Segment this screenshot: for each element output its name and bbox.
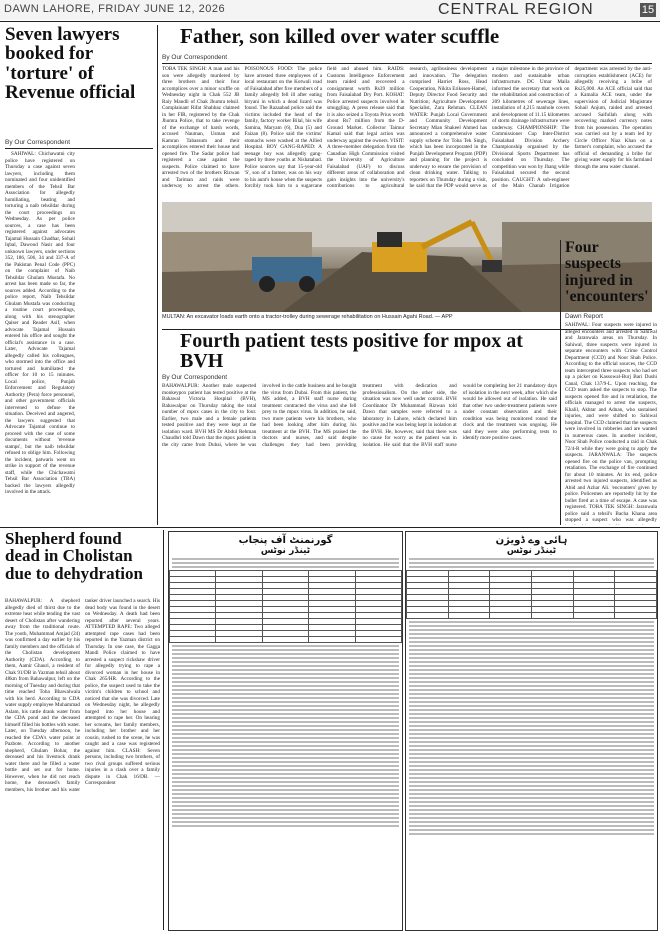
ad-subtitle: ٹینڈر نوٹس xyxy=(506,546,557,556)
column-divider xyxy=(157,25,158,525)
photo-caption: MULTAN: An excavator loads earth onto a tractor-trolley during sewerage rehabilitation on Hussain Agahi Road. — APP xyxy=(162,314,453,320)
story-body-lawyers-col2 xyxy=(80,151,153,519)
story-headline-lawyers: Seven lawyers booked for 'torture' of Revenue official xyxy=(5,24,136,104)
story-rule xyxy=(162,63,652,64)
ad-subtitle: ٹینڈر نوٹس xyxy=(260,546,311,556)
ad-text-lines xyxy=(406,621,657,835)
story-byline-suspects: Dawn Report xyxy=(565,313,603,320)
story-rule xyxy=(5,148,153,149)
story-body-lawyers-col1 xyxy=(5,151,75,519)
story-body-father-son: TOBA TEK SINGH: A man and his son were allegedly murdered by three brothers and their four accomplices over a minor scuffle on Wednesday night in Chak 552 JB Raiy Mandli of Chak Jhumra tehsil. Complainant Rifat Shahbaz claimed in her FIR, registered by the Chak Jhumra Police, that to take revenge of the exchange of harsh words, accused Nauman, Usman and Kamran Tabassum and their accomplices entered their house and opened fire. The Sadar police had registered a case against the suspects. Police claimed to have arrested two of the brothers Rizwan and Tariman and raids were underway to arrest the others. POISONOUS FOOD: The police have arrested three employees of a local restaurant on the Kotwali road of Faisalabad after five members of a family allegedly fell ill after eating biryani in which a dead lizard was found. The Razaabad police said the victims included the head of the family, factory worker Bilal, his wife Samina, Maryam (6), Dua (5) and Faizan (8). Police said the victims' stomachs were washed at the Allied Hospital. BOY GANG-RAPED: A teenage boy was allegedly gang-raped by three youths at Nishatabad. Police sources say that 15-year-old 'S', son of a farmer, was on his way to his aunt's house when the suspects forcibly took him to a sugarcane field and abused him. RAIDS: Customs Intelligence Enforcement team raided and recovered a consignment worth Rs39 million from Faisalabad Dry Port. KOHAT: Police arrested suspects involved in smuggling. A press release said that it is also seized a Toyota Prius worth about Rs7 million from the D-Ground Market. Collector Taimur Kamal said that legal action was underway against the owners. VISIT: A three-member delegation from the Canadian High Commission visited the University of Agriculture Faisalabad (UAF) to discuss different areas of collaboration and gain insights into the university's contributions to agricultural research, agribusiness development and innovation. The delegation comprised Harriet Ross, Head Cooperation, Nikita Erikssen-Hamel, Deputy Director Food Security and Nutrition; Agriculture Development Specialist, Zara Rehman. CLEAN WATER: Punjab Local Government and Community Development Secretary Mian Shakeel Ahmed has announced a comprehensive water supply scheme for Toba Tek Singh, which has been incorporated in the Punjab Development Program (PDP) and planning for the project is underway to ensure the provision of clean drinking water. Talking to reporters on Thursday during a visit, he said that the PDP would serve as a major milestone in the province of modern and sustainable urban infrastructure. DC Umar Maila informed the secretary that work on the rehabilitation and construction of 209 kilometres of sewerage lines, installation of 4,215 manhole covers and development of 11.15 kilometres of storm drainage infrastructure were underway. CHAMPIONSHIP: The Commissioner Cup Inter-District Faisalabad Division Archery Championship organised by the Divisional Sports Department has concluded on Thursday. The competition was won by Jhang while Faisalabad secured the second position. CAUGHT: A sub-engineer of the Main Chanab Irrigation department was arrested by the anti-corruption establishment (ACE) for allegedly receiving a bribe of Rs25,000. An ACE official said that a Kamalia ACE team, under the supervision of Judicial Magistrate Sohail Anjum, raided and arrested accused Saifullah along with recovering marked currency notes from his possession. The operation was carried out by a team led by Circle Officer Niaz Khan on a farmer's complaint, who accused the official of demanding a bribe for giving water supply for his farmland through the area water channel. xyxy=(162,66,652,189)
story-body-lawyers: SAHIWAL: Chichawatni city police have registered on Thursday a case against seven lawyers, including them nominated and four unidentified members of the Tehsil Bar Association for allegedly humiliating, beating and torturing a naib tehsildar during the court proceedings on Wednesday. As per police sources, a case has been registered against advocates Tajamal Hussain Chadhar, Sohail Iqbal, Dawood Nasir and four unknown lawyers, under sections 352, 186, 506, 34 and 337-A of the Pakistan Penal Code (PPC) on the complaint of Naib Tehsildar Ghulam Mustafa. No arrest has been made so far, the sources added. According to the police report, Naib Tehsildar Ghulam Mustafa was conducting a routine court proceedings, along with his stenographer Qaiser and Reader Asif, when advocate Tajamal Hussain entered his office and sought the official's assistance in a case. Later, Advocate Tajamal allegedly called his colleagues, who stormed into the office and tortured and humiliated the officer for 10 to 15 minutes. Local police, Punjab Enforcement and Regulatory Authority (Pera) force personnel, and other government officials intervened to defuse the situation. Deceived and angered, the lawyers suggested that Advocate Tajamal continue to proceed with the case of some documents without 'revenue stamps', but the naib tehsildar refused to oblige him. Following the incident, patwaris went on strike in support of the revenue staff, while the Chichawatni Tehsil Bar Association (TBA) backed the lawyers allegedly involved in the attack. xyxy=(5,151,75,495)
story-byline-mpox: By Our Correspondent xyxy=(162,374,228,381)
story-byline-lawyers: By Our Correspondent xyxy=(5,139,71,146)
ad-title: گورنمنٹ آف پنجاب xyxy=(238,535,333,546)
story-headline-suspects: Four suspects injured in 'encounters' xyxy=(565,239,649,305)
story-headline-father-son: Father, son killed over water scuffle xyxy=(180,24,500,48)
ad-table xyxy=(169,570,402,643)
page-number: 15 xyxy=(641,4,655,16)
ad-table xyxy=(406,570,657,619)
story-body-shepherd: BAHAWALPUR: A shepherd allegedly died of thirst due to the extreme heat while tending the vast desert of Cholistan after wandering away from the traditional route. The youth, Muhammad Amjad (24) was confirmed a day earlier by his family members and the officials of the Cholistan development Authority (CDA). According to them, Aamir Ghauri, a resident of Chak 91/DB in Yazman tehsil about 48km from Bahawalpur, left on the morning of Tuesday and during that time reached Toba Bhawalwala with his herd. According to CDA water supply employee Muhammad Aslam, his cattle drank water from the CDA pond and the deceased himself filled his bottles with water. Later, on Tuesday afternoon, he reached the CDA's water point at Pazbote. According to another shepherd, Ghulam Bohar, the deceased and his livestock drank water there and he filled a water bottle and set out for home. However, when he did not reach home, the deceased's family members, his brother and his water tanker driver launched a search. His dead body was found in the desert on Wednesday. A death had been reported after several years. ATTEMPTED RAPE: Two alleged attempted rape cases had been reported in the Yazman district on Thursday. In one case, the Gagga Mandi Police claimed to have arrested a suspect rickshaw driver for allegedly trying to rape a divorced woman in her house in Chak 265/HR. According to the police, the suspect used to take the victim's children to school and noticed that she was divorced. Late on Wednesday night, he allegedly barged into her house and attempted to rape her. On hearing her screams, her family members, including her brother and her cousin, rushed to the scene, he was caught and a case was registered against him. CLASH: Seven persons, including two brothers, of two rival groups suffered serious injuries in a clash over a family dispute in Chak 16/DB. — Correspondent xyxy=(5,598,160,793)
story-body-suspects: SAHIWAL: Four suspects were injured in alleged encounters and arrested in Sahiwal and Jaranwala areas on Thursday. In Sahiwal, three suspects were injured in separate encounters with Crime Control Department (CCD) and Noor Shah Police. According to the official sources, the CCD team intercepted three suspects who had set up a picket on Kassowal-Burj Bari Dushi Canal, Chak 137/9-L. Upon reaching, the CCD team asked the suspects to stop. The suspects opened fire and in retaliation, the officials managed to arrest the suspects, Khalil, Akhtar and Adnan, who sustained injuries, and were shifted to Sahiwal hospital. The CCD claimed that the suspects were involved in robberies and are wanted in numerous cases. In another incident, Noor Shah Police conducted a raid in Chak 72/4-R while they were going to apply the suspects. JARANWALA: The suspects opened fire on the police van, prompting retaliation. The exchange of fire continued for about 10 minutes. At its end, police arrested two injured suspects, identified as Abid and Azhar Ali. 'encounters' given by police. Policemen are reportedly hit by the bullet fired at a time of escape. A case was registered. TOBA TEK SINGH: Jaranwala police said a tehsil's Bacha Khana area stopped a suspect who was allegedly xyxy=(565,322,657,523)
story-headline-mpox: Fourth patient tests positive for mpox at BVH xyxy=(180,330,523,373)
ad-text-lines xyxy=(406,558,657,568)
masthead-rule xyxy=(0,21,660,22)
column-divider xyxy=(560,240,561,525)
story-body-mpox: BAHAWALPUR: Another male suspected monkeypox patient has tested positive at the Bahawal Victoria Hospital (BVH), Bahawalpur on Thursday taking the total number of mpox cases in the city to four. Earlier, two male and a female patients tested positive and they were kept at the isolation ward. BVH MS Dr Abdul Rehman Chaudhri told Dawn that the mpox patient in the city came from Dubai, where he was involved in the cattle business and he bought the virus from Dubai. From this patient, the MS added, a BVH staff nurse during treatment contracted the virus and she fell prey to the mpox virus. In addition, he said, two more patients were his brothers, who had been looking after him during his treatment at the BVH. The MS praised the doctors and nurses, and said despite challenges they had been providing treatment with dedication and professionalism. On the other side, the situation was now well under control. BVH Coordinator Dr Muhammad Rizwan told Dawn that samples were referred to a laboratory in Lahore, which declared him positive and he was being kept in isolation at the BVH. He, however, said that there was no cause for worry as the patient was in isolation. He said that the BVH staff nurse would be completing her 21 mandatory days of isolation in the next week, after which she would be allowed out of isolation. He said that other two under-treatment patients were under constant observation and their condition was being monitored round the clock and the treatment was ongoing. He said they were also performing tests to identify more positive cases. xyxy=(162,383,557,448)
ad-title: ہائی وے ڈویژن xyxy=(495,535,568,546)
masthead-dateline: DAWN LAHORE, FRIDAY JUNE 12, 2026 xyxy=(4,3,226,15)
tender-notice-ad-left xyxy=(168,531,403,931)
column-divider xyxy=(163,530,164,930)
section-title: CENTRAL REGION xyxy=(438,1,594,18)
ad-text-lines xyxy=(169,558,402,568)
ad-text-lines xyxy=(169,645,402,827)
section-rule xyxy=(0,527,660,528)
tender-notice-ad-right xyxy=(405,531,658,931)
story-byline-father-son: By Our Correspondent xyxy=(162,54,228,61)
story-headline-shepherd: Shepherd found dead in Cholistan due to dehydration xyxy=(5,529,143,583)
